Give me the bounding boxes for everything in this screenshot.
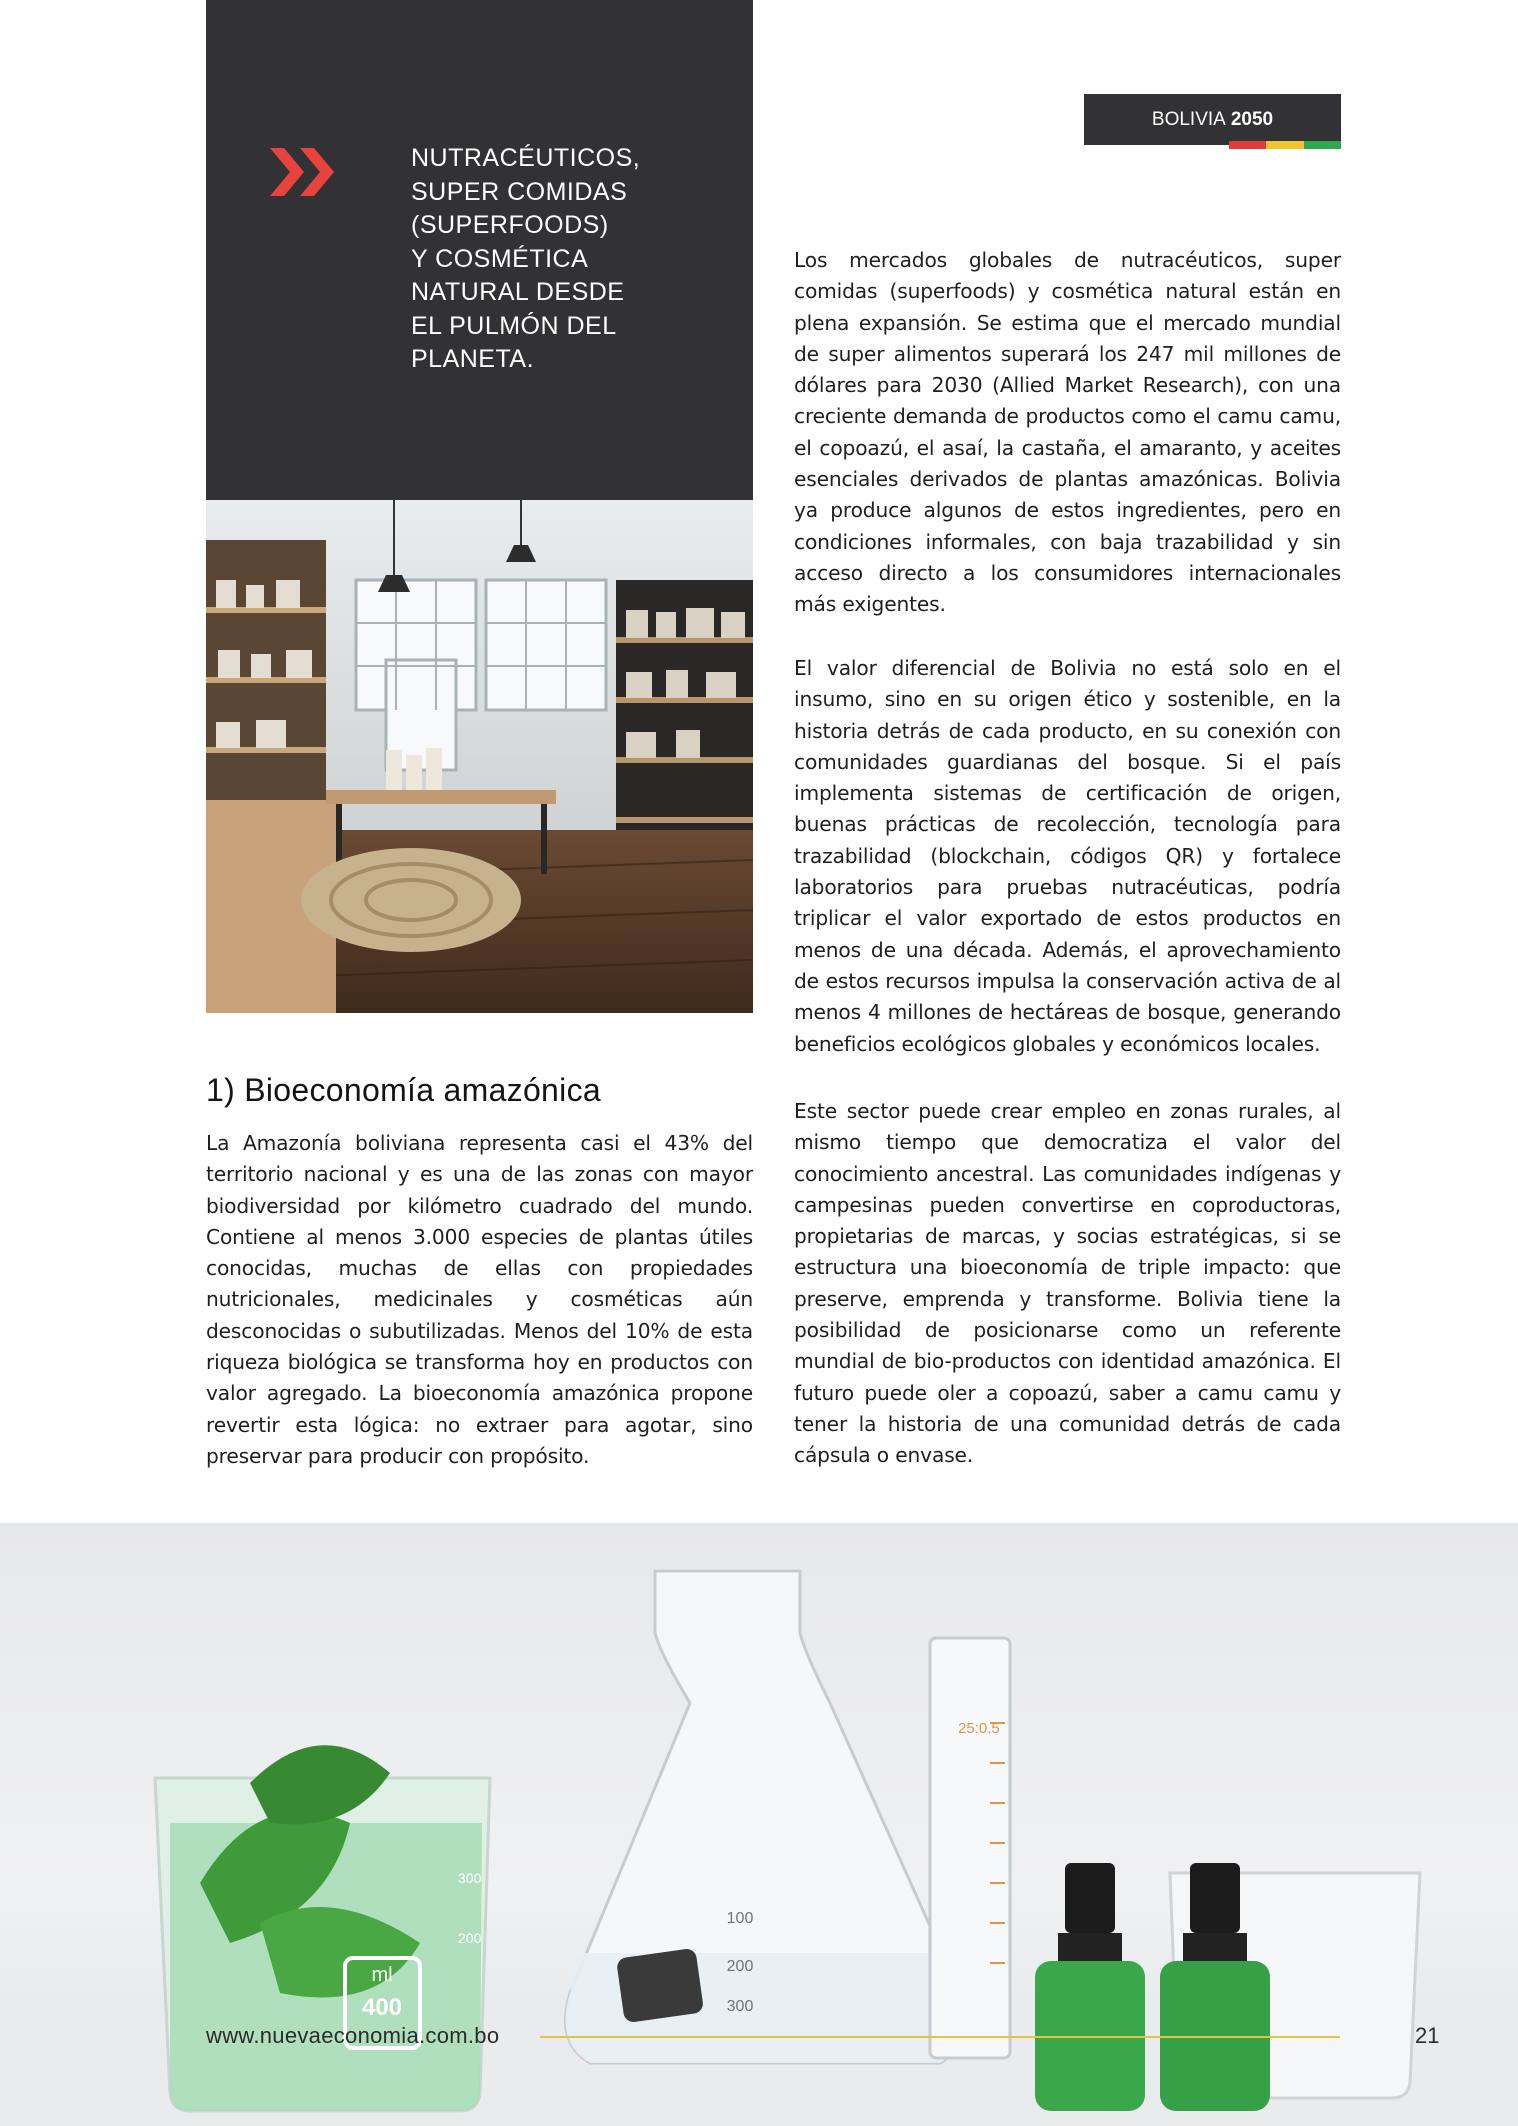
flag-yellow (1266, 141, 1303, 149)
beaker-volume-label: 400 (361, 1994, 403, 2021)
beaker-300-label: 300 (458, 1870, 482, 1886)
page-number: 21 (1415, 2023, 1440, 2048)
flask-200-label: 200 (726, 1958, 754, 1975)
paragraph-differential-value: El valor diferencial de Bolivia no está solo en el insumo, sino en su origen ético y sostenible, en la historia detrás de cada producto, en su conexión con comunidades guardianas del bosque. Si el país implementa sistemas de certificación de origen, buenas prácticas de recolección, tecnología para trazabilidad (blockchain, códigos QR) y fortalece laboratorios para pruebas nutracéuticas, podría triplicar el valor exportado de estos productos en menos de una década. Además, el aprovechamiento de estos recursos impulsa la conservación activa de al menos 4 millones de hectáreas de bosque, generando beneficios ecológicos globales y económicos locales. (794, 656, 1341, 1056)
store-interior-photo (206, 500, 753, 1013)
flag-red (1229, 141, 1266, 149)
paragraph-amazon: La Amazonía boliviana representa casi el 43% del territorio nacional y es una de las zonas con mayor biodiversidad por kilómetro cuadrado del mundo. Contiene al menos 3.000 especies de plantas útiles conocidas, muchas de ellas con propiedades nutricionales, medicinales y cosméticas aún desconocidas o subutilizadas. Menos del 10% de esta riqueza biológica se transforma hoy en productos con valor agregado. La bioeconomía amazónica propone revertir esta lógica: no extraer para agotar, sino preservar para producir con propósito. (206, 1131, 753, 1468)
cylinder-top-label: 25:0.5 (958, 1720, 1000, 1737)
flag-green (1304, 141, 1341, 149)
double-chevron-right-icon (270, 148, 340, 196)
beaker-200-label: 200 (458, 1930, 482, 1946)
badge-year: 2050 (1230, 108, 1274, 130)
bioeconomy-heading: 1) Bioeconomía amazónica (206, 1072, 601, 1108)
beaker-with-leaves (155, 1745, 490, 2111)
graduated-cylinder (930, 1638, 1010, 2058)
footer-url[interactable]: www.nuevaeconomia.com.bo (206, 2023, 500, 2048)
footer-divider (540, 2036, 1340, 2038)
bolivia-2050-badge (1084, 94, 1341, 145)
paragraph-markets: Los mercados globales de nutracéuticos, super comidas (superfoods) y cosmética natural están en plena expansión. Se estima que el mercado mundial de super alimentos superará los 247 mil millones de dólares para 2030 (Allied Market Research), con una creciente demanda de productos como el camu camu, el copoazú, el asaí, la castaña, el amaranto, y aceites esenciales derivados de plantas amazónicas. Bolivia ya produce algunos de estos ingredientes, pero en condiciones informales, con baja trazabilidad y sin acceso directo a los consumidores internacionales más exigentes. (794, 248, 1341, 617)
erlenmeyer-flask (566, 1571, 965, 2063)
beaker-ml-label: ml (371, 1964, 393, 1986)
paragraph-rural-employment: Este sector puede crear empleo en zonas rurales, al mismo tiempo que democratiza el valor del conocimiento ancestral. Las comunidades indígenas y campesinas pueden convertirse en coproductoras, propietarias de marcas, y socias estratégicas, si se estructura una bioeconomía de triple impacto: que preserve, emprenda y transforme. Bolivia tiene la posibilidad de posicionarse como un referente mundial de bio-productos con identidad amazónica. El futuro puede oler a copoazú, saber a camu camu y tener la historia de una comunidad detrás de cada cápsula o envase. (794, 1099, 1341, 1468)
flask-100-label: 100 (726, 1910, 754, 1927)
flask-300-label: 300 (726, 1998, 754, 2015)
section-title: NUTRACÉUTICOS, SUPER COMIDAS (SUPERFOODS) Y COSMÉTICA NATURAL DESDE EL PULMÓN DEL PLANETA. (411, 144, 641, 373)
flag-stripe (1229, 141, 1341, 149)
badge-label: BOLIVIA (1151, 108, 1226, 130)
